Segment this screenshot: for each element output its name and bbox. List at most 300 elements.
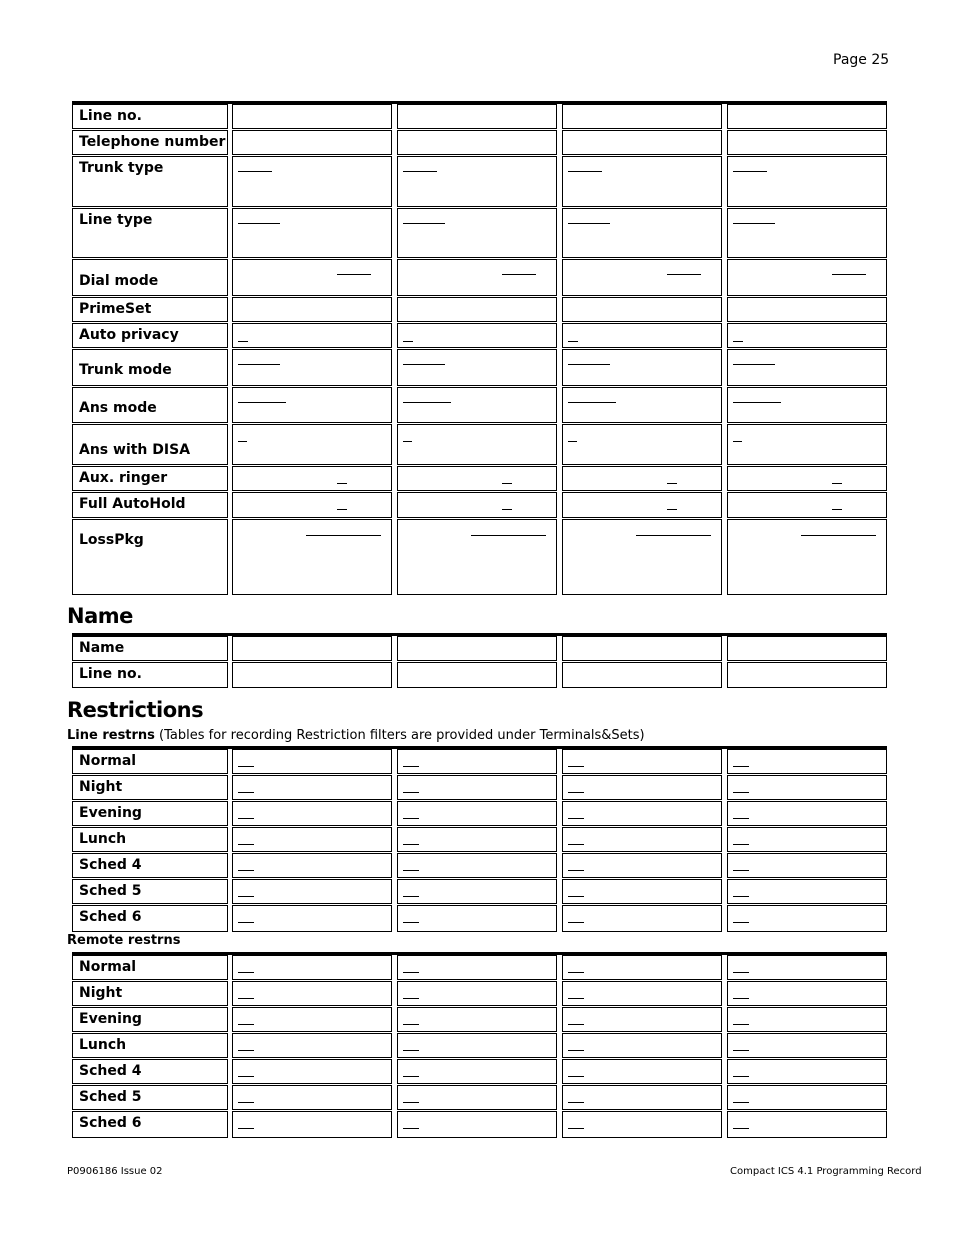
table-row	[72, 905, 887, 932]
row-label-cell	[72, 466, 228, 491]
fill-in-blank	[568, 1128, 584, 1129]
entry-cell-col-3[interactable]	[562, 156, 722, 207]
entry-cell-col-2[interactable]	[397, 387, 557, 423]
entry-cell-col-2[interactable]	[397, 208, 557, 258]
entry-cell-col-2[interactable]	[397, 1007, 557, 1032]
fill-in-blank	[568, 870, 584, 871]
fill-in-blank	[733, 1024, 749, 1025]
entry-cell-col-4[interactable]	[727, 323, 887, 348]
entry-cell-col-3[interactable]	[562, 1059, 722, 1084]
row-label: Line no.	[79, 666, 142, 682]
entry-cell-col-3[interactable]	[562, 981, 722, 1006]
entry-cell-col-3[interactable]	[562, 492, 722, 518]
entry-cell-col-1[interactable]	[232, 827, 392, 852]
fill-in-blank	[337, 274, 371, 275]
row-label-cell	[72, 662, 228, 688]
entry-cell-col-2[interactable]	[397, 466, 557, 491]
fill-in-blank	[403, 972, 419, 973]
fill-in-blank	[403, 223, 445, 224]
table-row	[72, 1111, 887, 1138]
fill-in-blank	[238, 1128, 254, 1129]
fill-in-blank	[733, 441, 742, 442]
fill-in-blank	[403, 870, 419, 871]
row-label-cell	[72, 1111, 228, 1138]
row-label: Sched 4	[79, 1063, 142, 1079]
entry-cell-col-3[interactable]	[562, 424, 722, 465]
entry-cell-col-3[interactable]	[562, 827, 722, 852]
entry-cell-col-3[interactable]	[562, 749, 722, 774]
entry-cell-col-4[interactable]	[727, 662, 887, 688]
fill-in-blank	[306, 535, 381, 536]
entry-cell-col-1[interactable]	[232, 424, 392, 465]
table-row	[72, 297, 887, 322]
fill-in-blank	[238, 972, 254, 973]
row-label: Evening	[79, 1011, 142, 1027]
fill-in-blank	[403, 171, 437, 172]
fill-in-blank	[238, 1024, 254, 1025]
fill-in-blank	[238, 922, 254, 923]
fill-in-blank	[568, 1024, 584, 1025]
fill-in-blank	[733, 766, 749, 767]
row-label: Sched 6	[79, 1115, 142, 1131]
fill-in-blank	[238, 1102, 254, 1103]
entry-cell-col-4[interactable]	[727, 259, 887, 296]
remote-restrns-caption	[67, 933, 180, 948]
entry-cell-col-3[interactable]	[562, 1007, 722, 1032]
table-row	[72, 879, 887, 904]
entry-cell-col-3[interactable]	[562, 662, 722, 688]
row-label-cell	[72, 749, 228, 774]
fill-in-blank	[568, 341, 578, 342]
fill-in-blank	[733, 364, 775, 365]
table-row	[72, 349, 887, 386]
entry-cell-col-3[interactable]	[562, 1085, 722, 1110]
restrictions-heading: Restrictions	[67, 698, 204, 722]
fill-in-blank	[337, 483, 347, 484]
entry-cell-col-3[interactable]	[562, 905, 722, 932]
table-row	[72, 981, 887, 1006]
row-label: Line type	[79, 212, 153, 228]
row-label: Ans mode	[79, 400, 157, 416]
entry-cell-col-2[interactable]	[397, 1059, 557, 1084]
fill-in-blank	[238, 1076, 254, 1077]
entry-cell-col-2[interactable]	[397, 981, 557, 1006]
entry-cell-col-3[interactable]	[562, 636, 722, 661]
fill-in-blank	[568, 792, 584, 793]
fill-in-blank	[733, 896, 749, 897]
table-row	[72, 801, 887, 826]
row-label-cell	[72, 905, 228, 932]
fill-in-blank	[801, 535, 876, 536]
entry-cell-col-4[interactable]	[727, 775, 887, 800]
fill-in-blank	[733, 870, 749, 871]
table-row	[72, 130, 887, 155]
fill-in-blank	[502, 274, 536, 275]
row-label-cell	[72, 297, 228, 322]
fill-in-blank	[403, 922, 419, 923]
row-label-cell	[72, 827, 228, 852]
row-label: Ans with DISA	[79, 442, 191, 458]
entry-cell-col-2[interactable]	[397, 775, 557, 800]
fill-in-blank	[238, 341, 248, 342]
fill-in-blank	[403, 341, 413, 342]
table-row	[72, 955, 887, 980]
row-label-cell	[72, 492, 228, 518]
fill-in-blank	[733, 972, 749, 973]
row-label-cell	[72, 519, 228, 595]
name-heading: Name	[67, 604, 133, 628]
entry-cell-col-4[interactable]	[727, 424, 887, 465]
row-label-cell	[72, 156, 228, 207]
fill-in-blank	[667, 509, 677, 510]
entry-cell-col-2[interactable]	[397, 519, 557, 595]
entry-cell-col-2[interactable]	[397, 323, 557, 348]
fill-in-blank	[568, 171, 602, 172]
fill-in-blank	[733, 922, 749, 923]
entry-cell-col-4[interactable]	[727, 827, 887, 852]
fill-in-blank	[568, 402, 616, 403]
entry-cell-col-2[interactable]	[397, 130, 557, 155]
entry-cell-col-1[interactable]	[232, 1111, 392, 1138]
fill-in-blank	[403, 1050, 419, 1051]
fill-in-blank	[832, 483, 842, 484]
entry-cell-col-2[interactable]	[397, 827, 557, 852]
fill-in-blank	[403, 766, 419, 767]
row-label-cell	[72, 879, 228, 904]
row-label-cell	[72, 259, 228, 296]
fill-in-blank	[832, 274, 866, 275]
fill-in-blank	[403, 1024, 419, 1025]
entry-cell-col-4[interactable]	[727, 801, 887, 826]
row-label: PrimeSet	[79, 301, 152, 317]
entry-cell-col-2[interactable]	[397, 853, 557, 878]
fill-in-blank	[568, 972, 584, 973]
fill-in-blank	[238, 844, 254, 845]
fill-in-blank	[238, 364, 280, 365]
line-restrns-note: (Tables for recording Restriction filters are provided under Terminals&Sets)	[154, 728, 645, 743]
entry-cell-col-1[interactable]	[232, 519, 392, 595]
entry-cell-col-1[interactable]	[232, 955, 392, 980]
entry-cell-col-3[interactable]	[562, 259, 722, 296]
row-label: Sched 5	[79, 883, 142, 899]
row-label-cell	[72, 775, 228, 800]
entry-cell-col-2[interactable]	[397, 879, 557, 904]
fill-in-blank	[238, 171, 272, 172]
entry-cell-col-4[interactable]	[727, 297, 887, 322]
fill-in-blank	[403, 1102, 419, 1103]
entry-cell-col-4[interactable]	[727, 349, 887, 386]
entry-cell-col-4[interactable]	[727, 749, 887, 774]
entry-cell-col-1[interactable]	[232, 492, 392, 518]
entry-cell-col-1[interactable]	[232, 156, 392, 207]
entry-cell-col-4[interactable]	[727, 1007, 887, 1032]
entry-cell-col-2[interactable]	[397, 492, 557, 518]
entry-cell-col-2[interactable]	[397, 1033, 557, 1058]
entry-cell-col-1[interactable]	[232, 1085, 392, 1110]
table-row	[72, 104, 887, 129]
row-label: Sched 6	[79, 909, 142, 925]
row-label: Lunch	[79, 831, 127, 847]
row-label: LossPkg	[79, 532, 144, 548]
fill-in-blank	[568, 844, 584, 845]
row-label-cell	[72, 1059, 228, 1084]
entry-cell-col-1[interactable]	[232, 130, 392, 155]
row-label: Night	[79, 779, 123, 795]
row-label: Telephone number	[79, 134, 226, 150]
entry-cell-col-3[interactable]	[562, 775, 722, 800]
entry-cell-col-1[interactable]	[232, 323, 392, 348]
row-label: Normal	[79, 959, 137, 975]
table-row	[72, 662, 887, 688]
fill-in-blank	[403, 364, 445, 365]
entry-cell-col-4[interactable]	[727, 879, 887, 904]
table-row	[72, 208, 887, 258]
entry-cell-col-3[interactable]	[562, 955, 722, 980]
entry-cell-col-3[interactable]	[562, 208, 722, 258]
entry-cell-col-2[interactable]	[397, 636, 557, 661]
fill-in-blank	[403, 844, 419, 845]
fill-in-blank	[667, 483, 677, 484]
entry-cell-col-2[interactable]	[397, 662, 557, 688]
entry-cell-col-3[interactable]	[562, 104, 722, 129]
entry-cell-col-4[interactable]	[727, 636, 887, 661]
entry-cell-col-1[interactable]	[232, 662, 392, 688]
row-label-cell	[72, 853, 228, 878]
row-label: Night	[79, 985, 123, 1001]
entry-cell-col-4[interactable]	[727, 1033, 887, 1058]
entry-cell-col-3[interactable]	[562, 801, 722, 826]
fill-in-blank	[502, 483, 512, 484]
row-label-cell	[72, 349, 228, 386]
fill-in-blank	[733, 1128, 749, 1129]
entry-cell-col-4[interactable]	[727, 492, 887, 518]
fill-in-blank	[733, 844, 749, 845]
fill-in-blank	[238, 818, 254, 819]
fill-in-blank	[568, 1102, 584, 1103]
table-row	[72, 387, 887, 423]
entry-cell-col-4[interactable]	[727, 1059, 887, 1084]
entry-cell-col-1[interactable]	[232, 208, 392, 258]
entry-cell-col-2[interactable]	[397, 1085, 557, 1110]
entry-cell-col-1[interactable]	[232, 297, 392, 322]
fill-in-blank	[471, 535, 546, 536]
line-restrns-caption	[67, 728, 645, 743]
entry-cell-col-3[interactable]	[562, 853, 722, 878]
entry-cell-col-1[interactable]	[232, 259, 392, 296]
fill-in-blank	[733, 402, 781, 403]
remote-restrns-label: Remote restrns	[67, 933, 181, 948]
row-label: Aux. ringer	[79, 470, 168, 486]
fill-in-blank	[733, 1050, 749, 1051]
entry-cell-col-1[interactable]	[232, 775, 392, 800]
fill-in-blank	[238, 870, 254, 871]
footer-doc-title: Compact ICS 4.1 Programming Record	[730, 1166, 922, 1177]
row-label: Evening	[79, 805, 142, 821]
entry-cell-col-1[interactable]	[232, 636, 392, 661]
entry-cell-col-1[interactable]	[232, 749, 392, 774]
entry-cell-col-3[interactable]	[562, 519, 722, 595]
row-label: Auto privacy	[79, 327, 179, 343]
table-row	[72, 466, 887, 491]
entry-cell-col-1[interactable]	[232, 466, 392, 491]
entry-cell-col-2[interactable]	[397, 955, 557, 980]
table-row	[72, 323, 887, 348]
fill-in-blank	[636, 535, 711, 536]
entry-cell-col-1[interactable]	[232, 853, 392, 878]
row-label: Normal	[79, 753, 137, 769]
entry-cell-col-3[interactable]	[562, 1111, 722, 1138]
entry-cell-col-1[interactable]	[232, 1033, 392, 1058]
row-label-cell	[72, 130, 228, 155]
row-label-cell	[72, 387, 228, 423]
fill-in-blank	[403, 818, 419, 819]
row-label: Trunk mode	[79, 362, 172, 378]
entry-cell-col-3[interactable]	[562, 323, 722, 348]
entry-cell-col-1[interactable]	[232, 1059, 392, 1084]
line-restrns-label: Line restrns	[67, 728, 155, 743]
table-row	[72, 775, 887, 800]
entry-cell-col-4[interactable]	[727, 208, 887, 258]
fill-in-blank	[733, 1076, 749, 1077]
table-row	[72, 519, 887, 595]
entry-cell-col-1[interactable]	[232, 801, 392, 826]
fill-in-blank	[403, 896, 419, 897]
fill-in-blank	[568, 441, 577, 442]
fill-in-blank	[238, 441, 247, 442]
row-label-cell	[72, 424, 228, 465]
entry-cell-col-2[interactable]	[397, 156, 557, 207]
table-row	[72, 1033, 887, 1058]
fill-in-blank	[403, 792, 419, 793]
entry-cell-col-4[interactable]	[727, 130, 887, 155]
table-row	[72, 827, 887, 852]
fill-in-blank	[238, 896, 254, 897]
row-label-cell	[72, 323, 228, 348]
entry-cell-col-1[interactable]	[232, 387, 392, 423]
entry-cell-col-4[interactable]	[727, 955, 887, 980]
table-row	[72, 636, 887, 661]
fill-in-blank	[733, 792, 749, 793]
entry-cell-col-3[interactable]	[562, 466, 722, 491]
fill-in-blank	[733, 341, 743, 342]
table-row	[72, 749, 887, 774]
fill-in-blank	[403, 1076, 419, 1077]
table-row	[72, 1085, 887, 1110]
entry-cell-col-4[interactable]	[727, 466, 887, 491]
fill-in-blank	[568, 1076, 584, 1077]
fill-in-blank	[238, 223, 280, 224]
fill-in-blank	[733, 998, 749, 999]
entry-cell-col-3[interactable]	[562, 879, 722, 904]
table-row	[72, 1059, 887, 1084]
fill-in-blank	[568, 818, 584, 819]
fill-in-blank	[403, 402, 451, 403]
table-row	[72, 492, 887, 518]
row-label-cell	[72, 208, 228, 258]
fill-in-blank	[568, 223, 610, 224]
fill-in-blank	[733, 171, 767, 172]
entry-cell-col-4[interactable]	[727, 905, 887, 932]
fill-in-blank	[667, 274, 701, 275]
row-label-cell	[72, 981, 228, 1006]
entry-cell-col-4[interactable]	[727, 519, 887, 595]
row-label-cell	[72, 1033, 228, 1058]
entry-cell-col-2[interactable]	[397, 801, 557, 826]
entry-cell-col-1[interactable]	[232, 104, 392, 129]
entry-cell-col-4[interactable]	[727, 1111, 887, 1138]
entry-cell-col-1[interactable]	[232, 1007, 392, 1032]
row-label: Lunch	[79, 1037, 127, 1053]
fill-in-blank	[568, 922, 584, 923]
row-label: Sched 5	[79, 1089, 142, 1105]
entry-cell-col-2[interactable]	[397, 424, 557, 465]
row-label-cell	[72, 636, 228, 661]
entry-cell-col-2[interactable]	[397, 1111, 557, 1138]
entry-cell-col-1[interactable]	[232, 879, 392, 904]
fill-in-blank	[568, 766, 584, 767]
entry-cell-col-3[interactable]	[562, 1033, 722, 1058]
row-label: Name	[79, 640, 125, 656]
fill-in-blank	[733, 818, 749, 819]
entry-cell-col-2[interactable]	[397, 349, 557, 386]
entry-cell-col-4[interactable]	[727, 1085, 887, 1110]
row-label: Line no.	[79, 108, 142, 124]
entry-cell-col-2[interactable]	[397, 297, 557, 322]
row-label: Full AutoHold	[79, 496, 186, 512]
entry-cell-col-4[interactable]	[727, 156, 887, 207]
row-label-cell	[72, 801, 228, 826]
page-number: Page 25	[833, 52, 890, 68]
fill-in-blank	[733, 223, 775, 224]
table-row	[72, 424, 887, 465]
entry-cell-col-1[interactable]	[232, 905, 392, 932]
entry-cell-col-2[interactable]	[397, 905, 557, 932]
fill-in-blank	[403, 1128, 419, 1129]
fill-in-blank	[238, 792, 254, 793]
entry-cell-col-4[interactable]	[727, 853, 887, 878]
fill-in-blank	[238, 766, 254, 767]
entry-cell-col-4[interactable]	[727, 981, 887, 1006]
fill-in-blank	[568, 364, 610, 365]
table-row	[72, 853, 887, 878]
fill-in-blank	[733, 1102, 749, 1103]
row-label-cell	[72, 1007, 228, 1032]
fill-in-blank	[403, 441, 412, 442]
entry-cell-col-2[interactable]	[397, 104, 557, 129]
entry-cell-col-3[interactable]	[562, 130, 722, 155]
fill-in-blank	[568, 998, 584, 999]
entry-cell-col-3[interactable]	[562, 387, 722, 423]
entry-cell-col-1[interactable]	[232, 981, 392, 1006]
fill-in-blank	[832, 509, 842, 510]
entry-cell-col-4[interactable]	[727, 104, 887, 129]
row-label: Dial mode	[79, 273, 159, 289]
row-label-cell	[72, 955, 228, 980]
entry-cell-col-3[interactable]	[562, 297, 722, 322]
entry-cell-col-2[interactable]	[397, 749, 557, 774]
table-row	[72, 1007, 887, 1032]
row-label-cell	[72, 104, 228, 129]
row-label-cell	[72, 1085, 228, 1110]
fill-in-blank	[568, 896, 584, 897]
entry-cell-col-2[interactable]	[397, 259, 557, 296]
fill-in-blank	[238, 1050, 254, 1051]
row-label: Trunk type	[79, 160, 164, 176]
entry-cell-col-1[interactable]	[232, 349, 392, 386]
entry-cell-col-3[interactable]	[562, 349, 722, 386]
entry-cell-col-4[interactable]	[727, 387, 887, 423]
fill-in-blank	[502, 509, 512, 510]
